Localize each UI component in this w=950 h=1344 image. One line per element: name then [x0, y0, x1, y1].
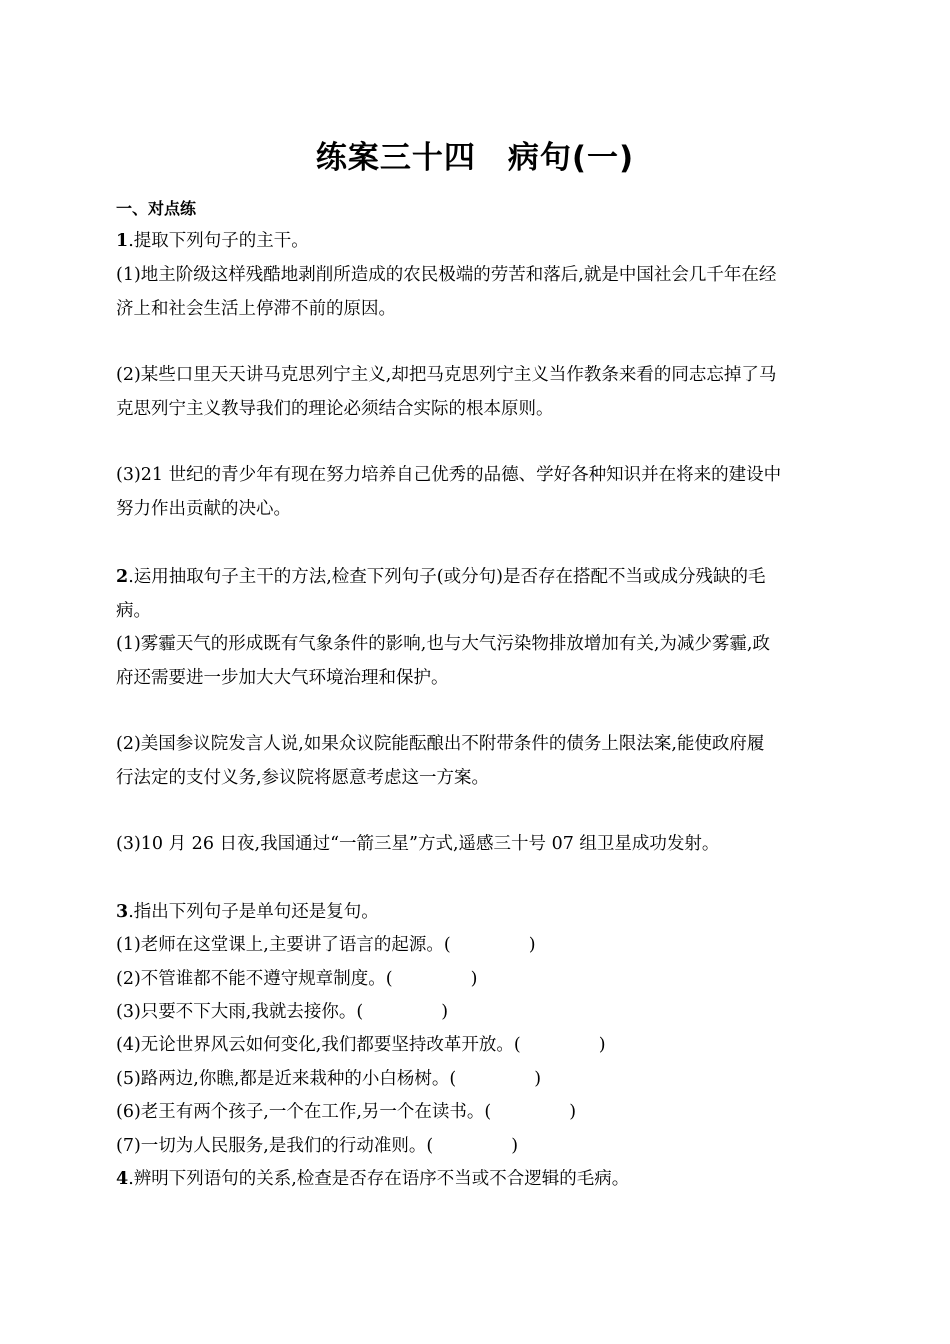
q3-item-text: (2)不管谁都不能不遵守规章制度。(	[116, 969, 393, 989]
q3-item-7	[116, 1132, 836, 1160]
close-paren: )	[598, 1035, 606, 1055]
section-heading: 一、对点练	[116, 199, 197, 218]
q3-item-text: (4)无论世界风云如何变化,我们都要坚持改革开放。(	[116, 1035, 521, 1055]
question-number: 2	[116, 567, 129, 587]
question-number: 4	[116, 1169, 129, 1189]
close-paren: )	[470, 969, 478, 989]
question-prompt: .辨明下列语句的关系,检查是否存在语序不当或不合逻辑的毛病。	[128, 1169, 630, 1189]
q3-item-text: (6)老王有两个孩子,一个在工作,另一个在读书。(	[116, 1102, 492, 1122]
q1-item-1-line-2: 济上和社会生活上停滞不前的原因。	[116, 299, 396, 319]
close-paren: )	[511, 1136, 519, 1156]
question-3	[116, 898, 836, 926]
q3-item-1	[116, 931, 836, 959]
question-prompt: .提取下列句子的主干。	[128, 231, 309, 251]
q3-item-4	[116, 1031, 836, 1059]
q3-item-3	[116, 998, 836, 1026]
close-paren: )	[534, 1069, 542, 1089]
q2-item-2-line-1: (2)美国参议院发言人说,如果众议院能酝酿出不附带条件的债务上限法案,能使政府履	[116, 734, 765, 754]
question-4	[116, 1165, 836, 1193]
question-prompt: .运用抽取句子主干的方法,检查下列句子(或分句)是否存在搭配不当或成分残缺的毛	[128, 567, 766, 587]
question-2-prompt-line-2: 病。	[116, 601, 151, 621]
q1-item-3-line-1: (3)21 世纪的青少年有现在努力培养自己优秀的品德、学好各种知识并在将来的建设中	[116, 465, 782, 485]
q1-item-2-line-2: 克思列宁主义教导我们的理论必须结合实际的根本原则。	[116, 399, 554, 419]
close-paren: )	[569, 1102, 577, 1122]
q3-item-text: (5)路两边,你瞧,都是近来栽种的小白杨树。(	[116, 1069, 457, 1089]
q3-item-6	[116, 1098, 836, 1126]
question-number: 3	[116, 902, 129, 922]
q3-item-5	[116, 1065, 836, 1093]
question-2	[116, 563, 836, 591]
q2-item-3: (3)10 月 26 日夜,我国通过“一箭三星”方式,遥感三十号 07 组卫星成功发射。	[116, 834, 720, 854]
q1-item-2-line-1: (2)某些口里天天讲马克思列宁主义,却把马克思列宁主义当作教条来看的同志忘掉了马	[116, 365, 777, 385]
page-title: 练案三十四 病句(一)	[315, 140, 635, 176]
q2-item-2-line-2: 行法定的支付义务,参议院将愿意考虑这一方案。	[116, 768, 490, 788]
close-paren: )	[441, 1002, 449, 1022]
q3-item-text: (3)只要不下大雨,我就去接你。(	[116, 1002, 364, 1022]
question-number: 1	[116, 231, 129, 251]
close-paren: )	[528, 935, 536, 955]
q2-item-1-line-2: 府还需要进一步加大大气环境治理和保护。	[116, 668, 449, 688]
q1-item-1-line-1: (1)地主阶级这样残酷地剥削所造成的农民极端的劳苦和落后,就是中国社会几千年在经	[116, 265, 777, 285]
q3-item-text: (7)一切为人民服务,是我们的行动准则。(	[116, 1136, 434, 1156]
question-prompt: .指出下列句子是单句还是复句。	[128, 902, 379, 922]
q3-item-text: (1)老师在这堂课上,主要讲了语言的起源。(	[116, 935, 451, 955]
q2-item-1-line-1: (1)雾霾天气的形成既有气象条件的影响,也与大气污染物排放增加有关,为减少雾霾,政	[116, 634, 770, 654]
q1-item-3-line-2: 努力作出贡献的决心。	[116, 499, 291, 519]
question-1	[116, 227, 836, 255]
q3-item-2	[116, 965, 836, 993]
